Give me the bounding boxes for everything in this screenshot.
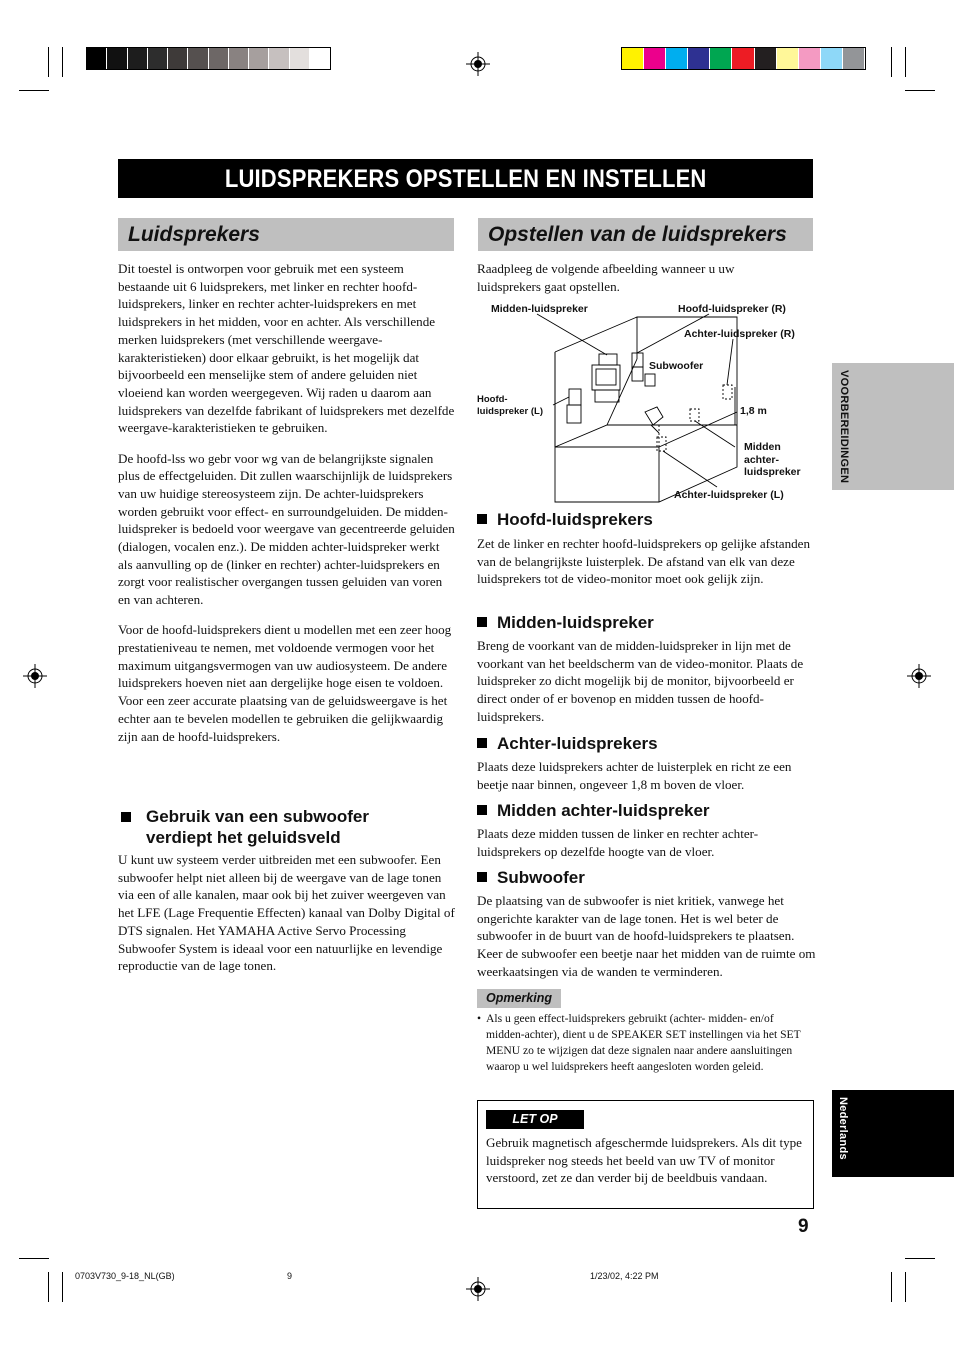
label-main-right: Hoofd-luidspreker (R) [678, 303, 786, 315]
registration-mark-icon [23, 664, 47, 688]
subwoofer-text: U kunt uw systeem verder uitbreiden met een subwoofer. Een subwoofer helpt niet alleen bij de weergave van de lage tonen via een of alle kanalen, maar ook bij het zuiver weergeven van het LFE (Lage Frequentie Effecten) kanaal van Dolby Digital of DTS signalen. Het YAMAHA Active Servo Processing Subwoofer System is ideaal voor een natuurlijke en levendige reproductie van de lage tonen. [118, 852, 455, 974]
color-swatch [128, 48, 147, 69]
crop-mark [62, 1272, 63, 1302]
subsection-title [477, 734, 658, 754]
section-heading-opstellen: Opstellen van de luidsprekers [478, 218, 813, 251]
page-title: LUIDSPREKERS OPSTELLEN EN INSTELLEN [118, 159, 813, 198]
registration-mark-icon [466, 52, 490, 76]
crop-mark [905, 1258, 935, 1259]
square-bullet-icon [121, 812, 131, 822]
label-main-left [477, 394, 543, 418]
paragraph: Voor de hoofd-luidsprekers dient u modellen met een zeer hoog prestatieniveau te nemen, met voldoende vermogen voor het maximum uitgangsvermogen van uw audiosysteem. De andere luidsprekers hoeven niet aan dergelijke hoge eisen te voldoen. Voor een zeer accurate plaatsing van de geluidsweergave is het echter aan te bevelen modellen te gebruiken die gelijkwaardig zijn aan de hoofd-luidsprekers. [118, 622, 452, 744]
crop-mark [891, 47, 892, 77]
color-swatch [688, 48, 709, 69]
label-height: 1,8 m [740, 405, 767, 417]
color-swatch [777, 48, 798, 69]
subsection-text: Plaats deze midden tussen de linker en rechter achter-luidsprekers op dezelfde hoogte van de vloer. [477, 826, 759, 859]
subsection-text: Breng de voorkant van de midden-luidspreker in lijn met de voorkant van het beeldscherm van de video-monitor. Plaats de luidspreker zo dicht mogelijk bij de monitor, bijvoorbeeld er direct onder of er bovenop en midden tussen de hoofd-luidsprekers. [477, 638, 804, 724]
crop-mark [905, 1272, 906, 1302]
color-swatch [229, 48, 248, 69]
speaker-placement-diagram [477, 297, 817, 507]
color-swatch [644, 48, 665, 69]
color-swatch [799, 48, 820, 69]
subsection-title [477, 868, 585, 888]
square-bullet-icon [477, 805, 487, 815]
label-main-left-line2: luidspreker (L) [477, 406, 543, 417]
crop-mark [905, 90, 935, 91]
note-text: Als u geen effect-luidsprekers gebruikt (achter- midden- en/of midden-achter), dient u de SPEAKER SET instellingen via het SET MENU zo te wijzigen dat deze signalen naar andere aansluitingen waarop u wel luidsprekers heeft aangesloten worden geleid. [486, 1012, 801, 1073]
page-number: 9 [798, 1216, 809, 1237]
crop-mark [62, 47, 63, 77]
gray-color-bar [86, 47, 331, 70]
subsection-title-text: Midden-luidspreker [497, 613, 654, 632]
registration-mark-icon [907, 664, 931, 688]
color-swatch [622, 48, 643, 69]
color-swatch [732, 48, 753, 69]
note-item [477, 1011, 813, 1075]
caution-label: LET OP [486, 1110, 584, 1129]
subwoofer-heading-text: Gebruik van een subwoofer verdiept het geluidsveld [146, 807, 369, 847]
label-rear-center-line3: luidspreker [744, 466, 801, 478]
color-swatch [290, 48, 309, 69]
crop-mark [891, 1272, 892, 1302]
process-color-bar [621, 47, 866, 70]
subsection-title-text: Midden achter-luidspreker [497, 801, 710, 820]
subsection-title [477, 613, 654, 633]
bullet: • [477, 1012, 482, 1025]
subwoofer-heading [118, 806, 438, 848]
side-tab-section-label: VOORBEREIDINGEN [838, 370, 850, 484]
color-swatch [188, 48, 207, 69]
side-tab-section [832, 363, 954, 490]
subsection-title [477, 510, 653, 530]
footer-file: 0703V730_9-18_NL(GB) [75, 1271, 175, 1281]
side-tab-language [832, 1090, 954, 1177]
section-heading-luidsprekers: Luidsprekers [118, 218, 454, 251]
color-swatch [843, 48, 864, 69]
label-subwoofer: Subwoofer [649, 360, 704, 372]
color-swatch [209, 48, 228, 69]
caution-text: Gebruik magnetisch afgeschermde luidsprekers. Als dit type luidspreker nog steeds het beeld van uw TV of monitor verstoord, zet ze dan verder bij de beeldbuis vandaan. [486, 1135, 802, 1186]
subsection-text: Zet de linker en rechter hoofd-luidsprekers op gelijke afstanden van de belangrijkste luisterplek. De afstand van elk van deze luidsprekers tot de video-monitor moet ook gelijk zijn. [477, 536, 811, 587]
square-bullet-icon [477, 514, 487, 524]
subsection-text: De plaatsing van de subwoofer is niet kritiek, vanwege het ongerichte karakter van de lage tonen. Het is wel beter de subwoofer in de buurt van de hoofd-luidsprekers te plaatsen. Keer de subwoofer een beetje naar het midden van de ruimte om weerkaatsingen via de wanden te verminderen. [477, 893, 816, 979]
color-swatch [821, 48, 842, 69]
color-swatch [269, 48, 288, 69]
footer-page: 9 [287, 1271, 293, 1281]
color-swatch [168, 48, 187, 69]
subsection-title-text: Hoofd-luidsprekers [497, 510, 653, 529]
square-bullet-icon [477, 872, 487, 882]
label-rear-center-line1: Midden [744, 441, 781, 453]
paragraph: De hoofd-lss wo gebr voor wg van de belangrijkste signalen plus de effectgeluiden. Dit zullen waarschijnlijk de luidsprekers van uw huidige stereosysteem zijn. De achter-luidsprekers worden gebruikt voor effect- en surroundgeluiden. De midden-luidspreker is bedoeld voor weergave van gecentreerde geluiden (dialogen, vocalen enz.). De midden achter-luidspreker werkt als aanvulling op de (linker en rechter) achter-luidsprekers en zorgt voor realistischer overgangen tussen geluiden van voren en van achteren. [118, 450, 455, 608]
caution-box [477, 1100, 814, 1209]
crop-mark [48, 1272, 49, 1302]
subsection-title-text: Subwoofer [497, 868, 585, 887]
square-bullet-icon [477, 617, 487, 627]
subsection-text: Plaats deze luidsprekers achter de luisterplek en richt ze een beetje naar binnen, ongeveer 1,8 m boven de vloer. [477, 759, 792, 792]
left-body-text [118, 260, 456, 758]
crop-mark [19, 1258, 49, 1259]
color-swatch [666, 48, 687, 69]
label-rear-center-line2: achter- [744, 453, 780, 466]
note-label: Opmerking [477, 989, 561, 1008]
footer-date: 1/23/02, 4:22 PM [590, 1271, 659, 1281]
crop-mark [19, 90, 49, 91]
side-tab-language-label: Nederlands [837, 1097, 849, 1160]
subsection-title [477, 801, 710, 821]
color-swatch [310, 48, 329, 69]
square-bullet-icon [477, 738, 487, 748]
color-swatch [249, 48, 268, 69]
label-main-left-line1: Hoofd- [477, 394, 508, 405]
color-swatch [148, 48, 167, 69]
label-center-speaker: Midden-luidspreker [491, 303, 588, 315]
subsection-title-text: Achter-luidsprekers [497, 734, 658, 753]
label-rear-right: Achter-luidspreker (R) [684, 328, 795, 340]
paragraph: Dit toestel is ontworpen voor gebruik met een systeem bestaande uit 6 luidsprekers, met linker en rechter hoofd-luidsprekers, linker en rechter achter-luidsprekers en met luidsprekers in het midden, voor en achter. Als verschillende merken luidsprekers (met verschillende weergave-karakteristieken) door elkaar gebruikt, is het mogelijk dat bijvoorbeeld een menselijke stem of andere geluiden niet vloeiend kan worden weergegeven. Wij raden u daarom aan luidsprekers van dezelfde fabrikant of luidsprekers met dezelfde weergave-karakteristieken te gebruiken. [118, 261, 455, 436]
label-rear-left: Achter-luidspreker (L) [674, 489, 784, 501]
label-rear-center [744, 441, 801, 479]
crop-mark [48, 47, 49, 77]
crop-mark [905, 47, 906, 77]
color-swatch [755, 48, 776, 69]
color-swatch [87, 48, 106, 69]
color-swatch [710, 48, 731, 69]
intro-text: Raadpleeg de volgende afbeelding wanneer u uw luidsprekers gaat opstellen. [477, 261, 735, 294]
registration-mark-icon [466, 1277, 490, 1301]
color-swatch [107, 48, 126, 69]
